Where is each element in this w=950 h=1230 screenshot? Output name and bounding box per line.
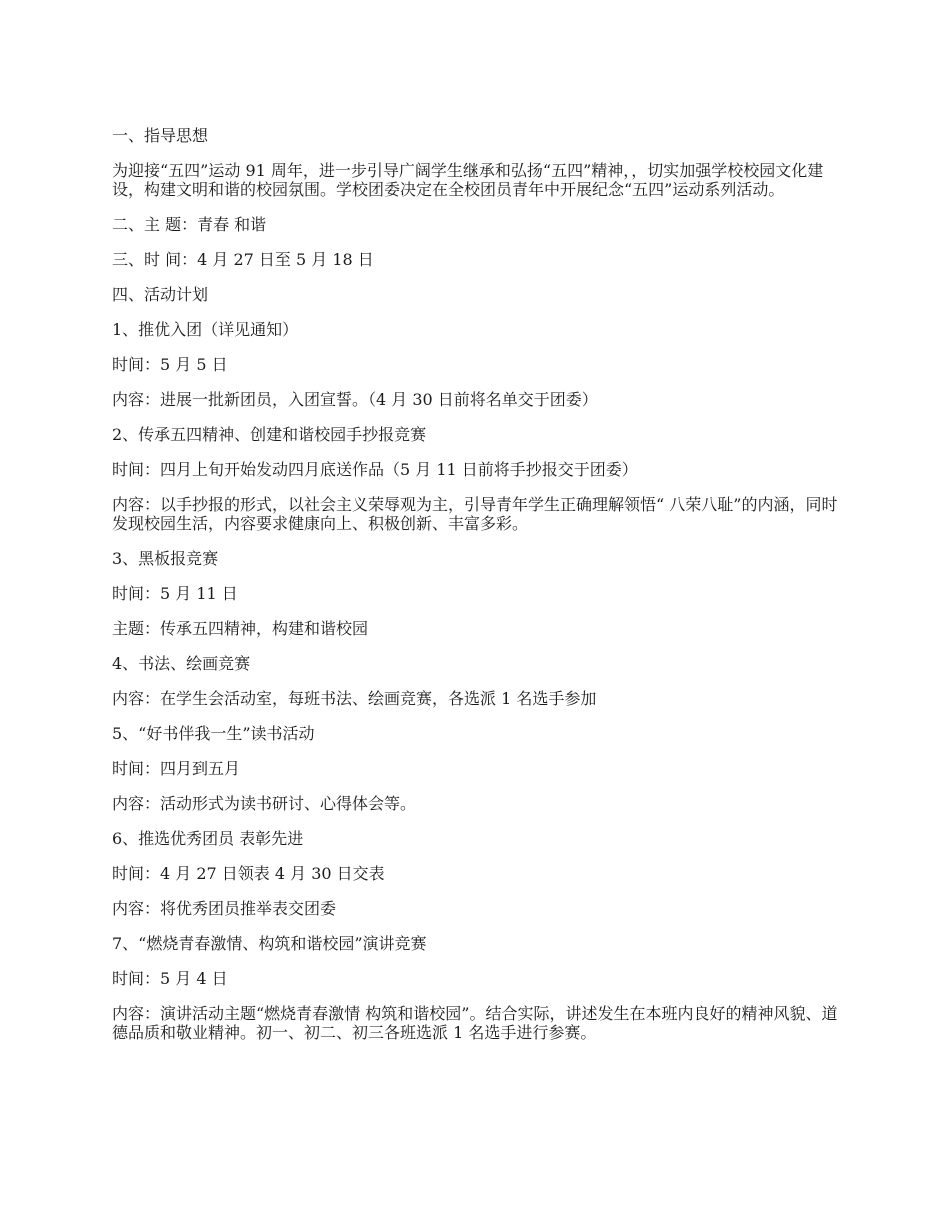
activity-3-time: 时间：5 月 11 日 bbox=[112, 584, 238, 603]
activity-2-title: 2、传承五四精神、创建和谐校园手抄报竞赛 bbox=[112, 425, 427, 444]
document-body bbox=[112, 126, 842, 1058]
section-heading-theme: 二、主 题：青春 和谐 bbox=[112, 215, 267, 234]
activity-5-time: 时间：四月到五月 bbox=[112, 759, 241, 778]
activity-2-time: 时间：四月上旬开始发动四月底送作品（5 月 11 日前将手抄报交于团委） bbox=[112, 460, 638, 479]
activity-4-content: 内容：在学生会活动室，每班书法、绘画竞赛，各选派 1 名选手参加 bbox=[112, 689, 597, 708]
activity-7-title: 7、“燃烧青春激情、构筑和谐校园”演讲竞赛 bbox=[112, 934, 427, 953]
activity-1-time: 时间：5 月 5 日 bbox=[112, 355, 228, 374]
activity-6-title: 6、推选优秀团员 表彰先进 bbox=[112, 829, 304, 848]
section-heading-guiding-ideology: 一、指导思想 bbox=[112, 126, 209, 145]
section-heading-time: 三、时 间：4 月 27 日至 5 月 18 日 bbox=[112, 250, 374, 269]
activity-6-time: 时间：4 月 27 日领表 4 月 30 日交表 bbox=[112, 864, 385, 883]
activity-5-content: 内容：活动形式为读书研讨、心得体会等。 bbox=[112, 794, 417, 813]
activity-3-theme: 主题：传承五四精神，构建和谐校园 bbox=[112, 619, 369, 638]
activity-1-content: 内容：进展一批新团员，入团宣誓。（4 月 30 日前将名单交于团委） bbox=[112, 390, 598, 409]
activity-1-title: 1、推优入团（详见通知） bbox=[112, 320, 299, 339]
activity-5-title: 5、“好书伴我一生”读书活动 bbox=[112, 724, 315, 743]
paragraph-intro: 为迎接“五四”运动 91 周年，进一步引导广阔学生继承和弘扬“五四”精神，，切实加强学校校园文化建设，构建文明和谐的校园氛围。学校团委决定在全校团员青年中开展纪念“五四”运动系列活动。 bbox=[112, 161, 824, 199]
activity-3-title: 3、黑板报竞赛 bbox=[112, 549, 219, 568]
activity-7-time: 时间：5 月 4 日 bbox=[112, 969, 228, 988]
section-heading-activity-plan: 四、活动计划 bbox=[112, 285, 209, 304]
activity-2-content: 内容：以手抄报的形式，以社会主义荣辱观为主，引导青年学生正确理解领悟“ 八荣八耻”的内涵，同时发现校园生活，内容要求健康向上、积极创新、丰富多彩。 bbox=[112, 495, 838, 533]
activity-4-title: 4、书法、绘画竞赛 bbox=[112, 654, 251, 673]
activity-7-content: 内容：演讲活动主题“燃烧青春激情 构筑和谐校园”。结合实际，讲述发生在本班内良好的精神风貌、道德品质和敬业精神。初一、初二、初三各班选派 1 名选手进行参赛。 bbox=[112, 1004, 838, 1042]
activity-6-content: 内容：将优秀团员推举表交团委 bbox=[112, 899, 337, 918]
